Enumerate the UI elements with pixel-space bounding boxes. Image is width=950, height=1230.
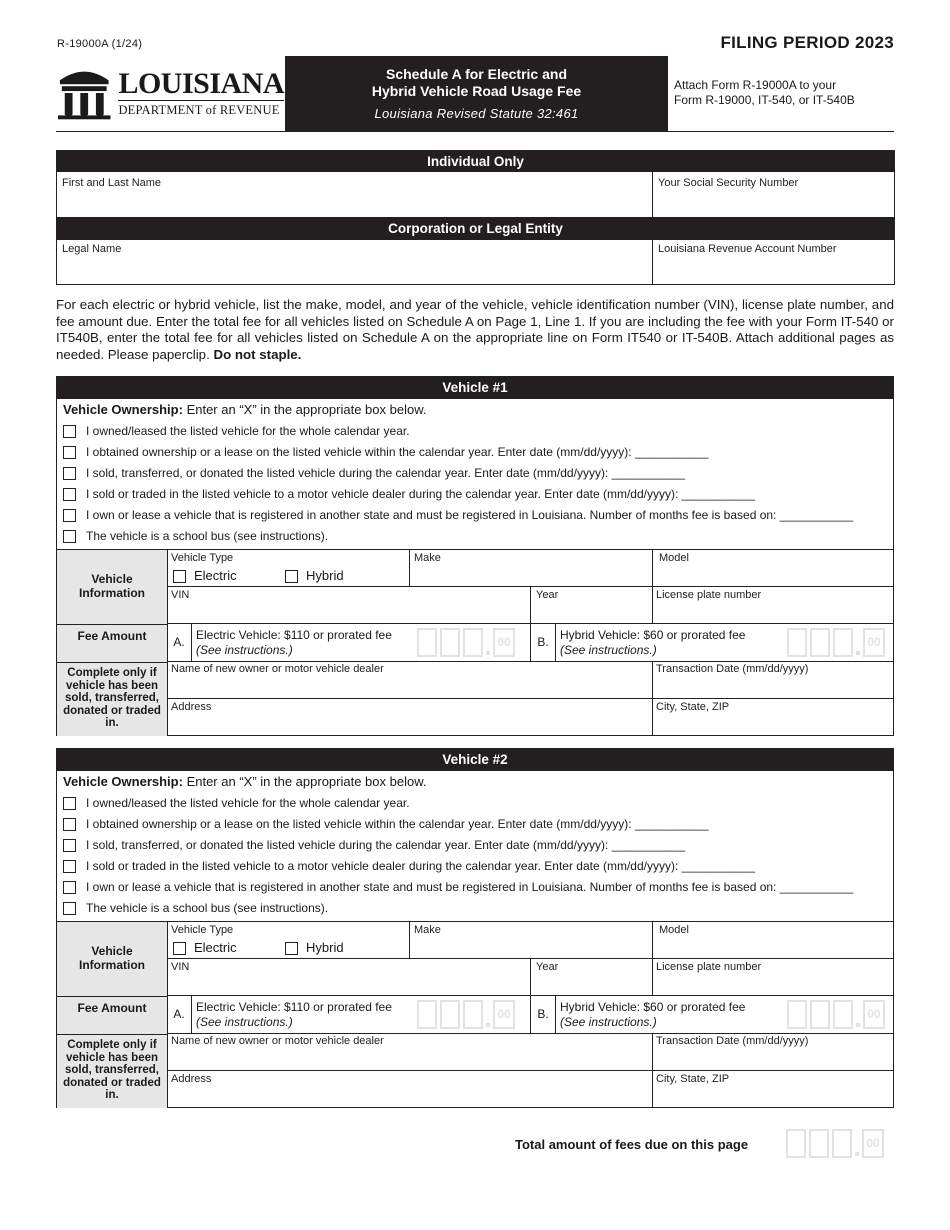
checkbox[interactable] (63, 902, 76, 915)
plate-label: License plate number (656, 589, 762, 601)
option-label: I owned/leased the listed vehicle for the whole calendar year. (86, 424, 410, 438)
year-field[interactable] (531, 959, 653, 996)
option-label: I sold, transferred, or donated the listed vehicle during the calendar year. Enter date (mm/dd/yyyy): ___________ (86, 838, 686, 852)
capitol-icon (56, 66, 112, 122)
model-label: Model (659, 924, 689, 936)
option-label: I owned/leased the listed vehicle for the whole calendar year. (86, 796, 410, 810)
ssn-label: Your Social Security Number (658, 177, 799, 189)
vin-label: VIN (171, 589, 190, 601)
transaction-date-field[interactable] (653, 662, 894, 699)
name-field[interactable] (57, 172, 653, 218)
attach-line2: Form R-19000, IT-540, or IT-540B (674, 93, 855, 107)
fee-a-letter: A. (167, 624, 192, 661)
transaction-date-label: Transaction Date (mm/dd/yyyy) (656, 1035, 809, 1047)
checkbox[interactable] (63, 530, 76, 543)
hybrid-option[interactable]: Hybrid (285, 940, 344, 955)
year-label: Year (536, 961, 559, 973)
year-field[interactable] (531, 587, 653, 624)
fee-b-text: Hybrid Vehicle: $60 or prorated fee (See instructions.) (560, 1000, 746, 1029)
vehicle-heading: Vehicle #1 (57, 377, 893, 399)
fee-b-text: Hybrid Vehicle: $60 or prorated fee (See instructions.) (560, 628, 746, 657)
fee-a-text: Electric Vehicle: $110 or prorated fee (See instructions.) (196, 1000, 392, 1029)
fee-a-text: Electric Vehicle: $110 or prorated fee (See instructions.) (196, 628, 392, 657)
make-label: Make (414, 924, 441, 936)
fee-a-letter: A. (167, 996, 192, 1033)
ownership-rest: Enter an “X” in the appropriate box below. (186, 774, 427, 789)
option-label: I sold or traded in the listed vehicle to a motor vehicle dealer during the calendar year. Enter date (mm/dd/yyyy): ___________ (86, 487, 756, 501)
account-number-label: Louisiana Revenue Account Number (658, 243, 837, 255)
vin-field[interactable] (167, 587, 531, 624)
ownership-bold: Vehicle Ownership: (63, 402, 183, 417)
ownership-bold: Vehicle Ownership: (63, 774, 183, 789)
fee-b-amount-boxes[interactable]: 00 (787, 628, 885, 657)
form-title-block (285, 56, 668, 131)
account-number-field[interactable] (653, 240, 894, 284)
hybrid-option[interactable]: Hybrid (285, 568, 344, 583)
ownership-option[interactable] (63, 508, 853, 522)
option-label: I own or lease a vehicle that is registered in another state and must be registered in Louisiana. Number of months fee is based on: ___________ (86, 508, 854, 522)
ownership-option[interactable] (63, 796, 410, 810)
ownership-option[interactable] (63, 901, 328, 915)
ownership-option[interactable] (63, 817, 708, 831)
option-label: I obtained ownership or a lease on the listed vehicle within the calendar year. Enter date (mm/dd/yyyy): ___________ (86, 817, 709, 831)
fee-b-letter: B. (531, 996, 556, 1033)
ownership-rest: Enter an “X” in the appropriate box below. (186, 402, 427, 417)
electric-checkbox[interactable] (173, 942, 186, 955)
form-header (56, 56, 894, 132)
city-state-zip-label: City, State, ZIP (656, 701, 730, 713)
corporation-heading: Corporation or Legal Entity (57, 218, 894, 240)
legal-name-field[interactable] (57, 240, 653, 284)
option-label: I obtained ownership or a lease on the listed vehicle within the calendar year. Enter date (mm/dd/yyyy): ___________ (86, 445, 709, 459)
individual-heading: Individual Only (57, 151, 894, 172)
form-title-line1: Schedule A for Electric and (385, 66, 567, 82)
vin-field[interactable] (167, 959, 531, 996)
option-label: The vehicle is a school bus (see instructions). (86, 901, 329, 915)
fee-a-field (167, 996, 531, 1034)
plate-field[interactable] (653, 959, 894, 996)
name-label: First and Last Name (62, 177, 162, 189)
instructions-text: For each electric or hybrid vehicle, list the make, model, and year of the vehicle, vehicle identification number (VIN), license plate number, and fee amount due. Enter the total fee for all vehicles listed on Schedule A on Page 1, Line 1. If you are including the fee with your Form IT-540 or IT540B, enter the total fee for all vehicles listed on Schedule A on the appropriate line on Form IT540 or IT-540B. Attach additional pages as needed. Please paperclip. (56, 297, 894, 362)
electric-option[interactable]: Electric (173, 940, 237, 955)
electric-option[interactable]: Electric (173, 568, 237, 583)
transaction-date-field[interactable] (653, 1034, 894, 1071)
statute: Louisiana Revised Statute 32:461 (374, 106, 579, 121)
fee-a-field (167, 624, 531, 662)
option-label: I own or lease a vehicle that is registered in another state and must be registered in Louisiana. Number of months fee is based on: ___________ (86, 880, 854, 894)
ownership-option[interactable] (63, 880, 853, 894)
ownership-option[interactable] (63, 487, 755, 501)
fee-b-field (531, 996, 894, 1034)
hybrid-checkbox[interactable] (285, 942, 298, 955)
option-label: I sold or traded in the listed vehicle to a motor vehicle dealer during the calendar year. Enter date (mm/dd/yyyy): ___________ (86, 859, 756, 873)
total-label: Total amount of fees due on this page (515, 1137, 749, 1152)
complete-only-label: Complete only if vehicle has been sold, transferred, donated or traded in. (63, 1039, 161, 1101)
vehicle-info-label: Vehicle Information (79, 944, 145, 972)
new-owner-label: Name of new owner or motor vehicle dealer (171, 663, 384, 675)
make-label: Make (414, 552, 441, 564)
total-amount-boxes[interactable]: 00 (786, 1129, 884, 1158)
form-title-line2: Hybrid Vehicle Road Usage Fee (371, 83, 582, 99)
checkbox[interactable] (63, 860, 76, 873)
fee-amount-label: Fee Amount (77, 629, 147, 643)
ownership-option[interactable] (63, 838, 685, 852)
checkbox[interactable] (63, 881, 76, 894)
ssn-field[interactable] (653, 172, 894, 218)
ownership-heading (63, 774, 427, 789)
vehicle-section-1 (56, 376, 894, 736)
model-label: Model (659, 552, 689, 564)
fee-a-amount-boxes[interactable]: 00 (417, 1000, 515, 1029)
year-label: Year (536, 589, 559, 601)
ownership-option[interactable] (63, 445, 708, 459)
address-label: Address (171, 701, 212, 713)
city-state-zip-label: City, State, ZIP (656, 1073, 730, 1085)
checkbox[interactable] (63, 488, 76, 501)
fee-b-amount-boxes[interactable]: 00 (787, 1000, 885, 1029)
new-owner-field[interactable] (167, 662, 653, 699)
new-owner-field[interactable] (167, 1034, 653, 1071)
complete-only-label: Complete only if vehicle has been sold, transferred, donated or traded in. (63, 667, 161, 729)
hybrid-checkbox[interactable] (285, 570, 298, 583)
ownership-heading (63, 402, 427, 417)
instructions-emphasis: Do not staple. (213, 346, 302, 362)
ownership-option[interactable] (63, 529, 328, 543)
form-number: R-19000A (1/24) (57, 38, 143, 50)
checkbox[interactable] (63, 509, 76, 522)
checkbox[interactable] (63, 818, 76, 831)
new-owner-label: Name of new owner or motor vehicle dealer (171, 1035, 384, 1047)
logo-subtitle: DEPARTMENT of REVENUE (118, 100, 284, 118)
vehicle-info-label: Vehicle Information (79, 572, 145, 600)
make-field[interactable] (410, 550, 653, 587)
attach-line1: Attach Form R-19000A to your (674, 78, 837, 92)
vin-label: VIN (171, 961, 190, 973)
fee-b-field (531, 624, 894, 662)
taxpayer-info (56, 150, 895, 285)
checkbox[interactable] (63, 797, 76, 810)
model-field[interactable] (653, 922, 894, 959)
ownership-option[interactable] (63, 424, 410, 438)
filing-period: FILING PERIOD 2023 (720, 33, 894, 52)
address-field[interactable] (167, 1071, 653, 1107)
vehicle-type-field (167, 550, 410, 587)
vehicle-section-2 (56, 748, 894, 1108)
attach-note (674, 78, 855, 108)
checkbox[interactable] (63, 425, 76, 438)
legal-name-label: Legal Name (62, 243, 122, 255)
plate-field[interactable] (653, 587, 894, 624)
model-field[interactable] (653, 550, 894, 587)
vehicle-type-label: Vehicle Type (171, 924, 234, 936)
checkbox[interactable] (63, 839, 76, 852)
option-label: The vehicle is a school bus (see instructions). (86, 529, 329, 543)
logo-wordmark: LOUISIANA (118, 66, 284, 100)
ownership-option[interactable] (63, 859, 755, 873)
vehicle-type-label: Vehicle Type (171, 552, 234, 564)
fee-a-amount-boxes[interactable]: 00 (417, 628, 515, 657)
plate-label: License plate number (656, 961, 762, 973)
city-state-zip-field[interactable] (653, 699, 894, 735)
fee-amount-label: Fee Amount (77, 1001, 147, 1015)
address-field[interactable] (167, 699, 653, 735)
checkbox[interactable] (63, 467, 76, 480)
instructions (56, 297, 894, 363)
electric-checkbox[interactable] (173, 570, 186, 583)
make-field[interactable] (410, 922, 653, 959)
department-logo (56, 56, 284, 131)
vehicle-heading: Vehicle #2 (57, 749, 893, 771)
vehicle-type-field (167, 922, 410, 959)
fee-b-letter: B. (531, 624, 556, 661)
ownership-option[interactable] (63, 466, 685, 480)
city-state-zip-field[interactable] (653, 1071, 894, 1107)
address-label: Address (171, 1073, 212, 1085)
transaction-date-label: Transaction Date (mm/dd/yyyy) (656, 663, 809, 675)
option-label: I sold, transferred, or donated the listed vehicle during the calendar year. Enter date (mm/dd/yyyy): ___________ (86, 466, 686, 480)
checkbox[interactable] (63, 446, 76, 459)
